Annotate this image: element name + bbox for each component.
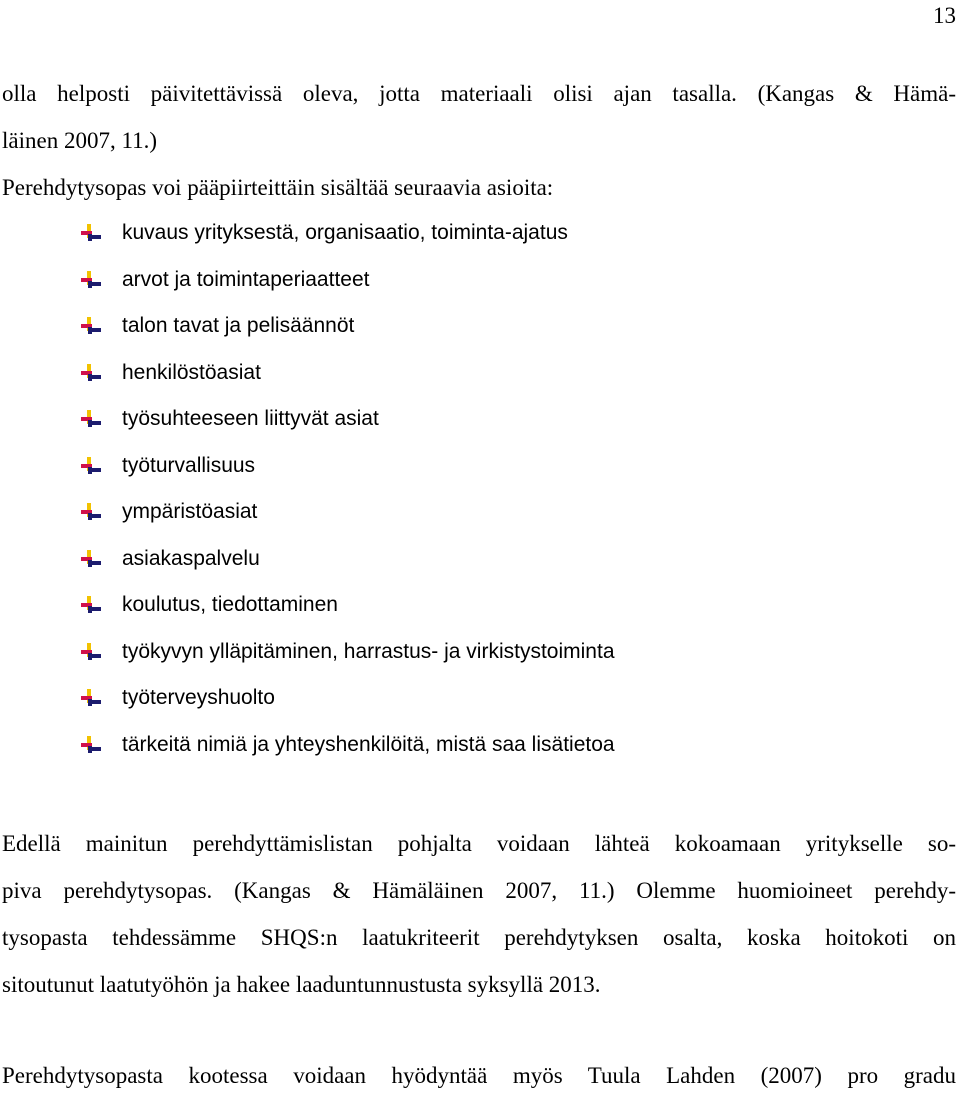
paragraph-continuation bbox=[2, 70, 956, 164]
list-item-text: koulutus, tiedottaminen bbox=[122, 593, 338, 616]
paragraph-line: tysopasta tehdessämme SHQS:n laatukriteerit perehdytyksen osalta, koska hoitokoti on bbox=[2, 925, 956, 950]
list-item bbox=[80, 303, 615, 350]
list-item bbox=[80, 396, 615, 443]
list-item-text: työterveyshuolto bbox=[122, 686, 275, 709]
cross-bullet-icon bbox=[80, 642, 102, 662]
cross-bullet-icon bbox=[80, 688, 102, 708]
paragraph-line: Perehdytysopasta kootessa voidaan hyödyntää myös Tuula Lahden (2007) pro gradu bbox=[2, 1063, 956, 1088]
list-item bbox=[80, 582, 615, 629]
cross-bullet-icon bbox=[80, 735, 102, 755]
list-item-text: työsuhteeseen liittyvät asiat bbox=[122, 407, 379, 430]
list-item-text: talon tavat ja pelisäännöt bbox=[122, 314, 355, 337]
list-item-text: kuvaus yrityksestä, organisaatio, toiminta-ajatus bbox=[122, 221, 568, 244]
list-item bbox=[80, 210, 615, 257]
cross-bullet-icon bbox=[80, 595, 102, 615]
list-item-text: työkyvyn ylläpitäminen, harrastus- ja virkistystoiminta bbox=[122, 639, 615, 663]
list-item bbox=[80, 489, 615, 536]
cross-bullet-icon bbox=[80, 316, 102, 336]
list-item bbox=[80, 629, 615, 676]
list-item bbox=[80, 257, 615, 304]
paragraph-line: sitoutunut laatutyöhön ja hakee laaduntunnustusta syksyllä 2013. bbox=[2, 972, 601, 997]
paragraph-next bbox=[2, 1052, 956, 1099]
list-item bbox=[80, 675, 615, 722]
list-intro-text: Perehdytysopas voi pääpiirteittäin sisältää seuraavia asioita: bbox=[2, 175, 554, 200]
list-item-text: asiakaspalvelu bbox=[122, 546, 260, 570]
cross-bullet-icon bbox=[80, 549, 102, 569]
list-item bbox=[80, 443, 615, 490]
cross-bullet-icon bbox=[80, 456, 102, 476]
list-item-text: työturvallisuus bbox=[122, 453, 256, 477]
paragraph-line: läinen 2007, 11.) bbox=[2, 128, 158, 153]
cross-bullet-icon bbox=[80, 223, 102, 243]
paragraph-line: Edellä mainitun perehdyttämislistan pohjalta voidaan lähteä kokoamaan yritykselle so- bbox=[2, 831, 956, 856]
cross-bullet-icon bbox=[80, 409, 102, 429]
cross-bullet-icon bbox=[80, 502, 102, 522]
cross-bullet-icon bbox=[80, 270, 102, 290]
cross-bullet-icon bbox=[80, 363, 102, 383]
page-number: 13 bbox=[933, 3, 956, 28]
list-item bbox=[80, 350, 615, 397]
list-item-text: henkilöstöasiat bbox=[122, 360, 261, 384]
list-item bbox=[80, 722, 615, 769]
bullet-list bbox=[80, 210, 615, 768]
paragraph-body bbox=[2, 820, 956, 1008]
list-intro bbox=[2, 164, 956, 211]
list-item-text: ympäristöasiat bbox=[122, 500, 258, 523]
paragraph-line: piva perehdytysopas. (Kangas & Hämäläinen 2007, 11.) Olemme huomioineet perehdy- bbox=[2, 878, 956, 903]
list-item-text: tärkeitä nimiä ja yhteyshenkilöitä, mistä saa lisätietoa bbox=[122, 732, 615, 756]
paragraph-line: olla helposti päivitettävissä oleva, jotta materiaali olisi ajan tasalla. (Kangas & Hämä- bbox=[2, 81, 956, 106]
list-item-text: arvot ja toimintaperiaatteet bbox=[122, 267, 370, 291]
list-item bbox=[80, 536, 615, 583]
